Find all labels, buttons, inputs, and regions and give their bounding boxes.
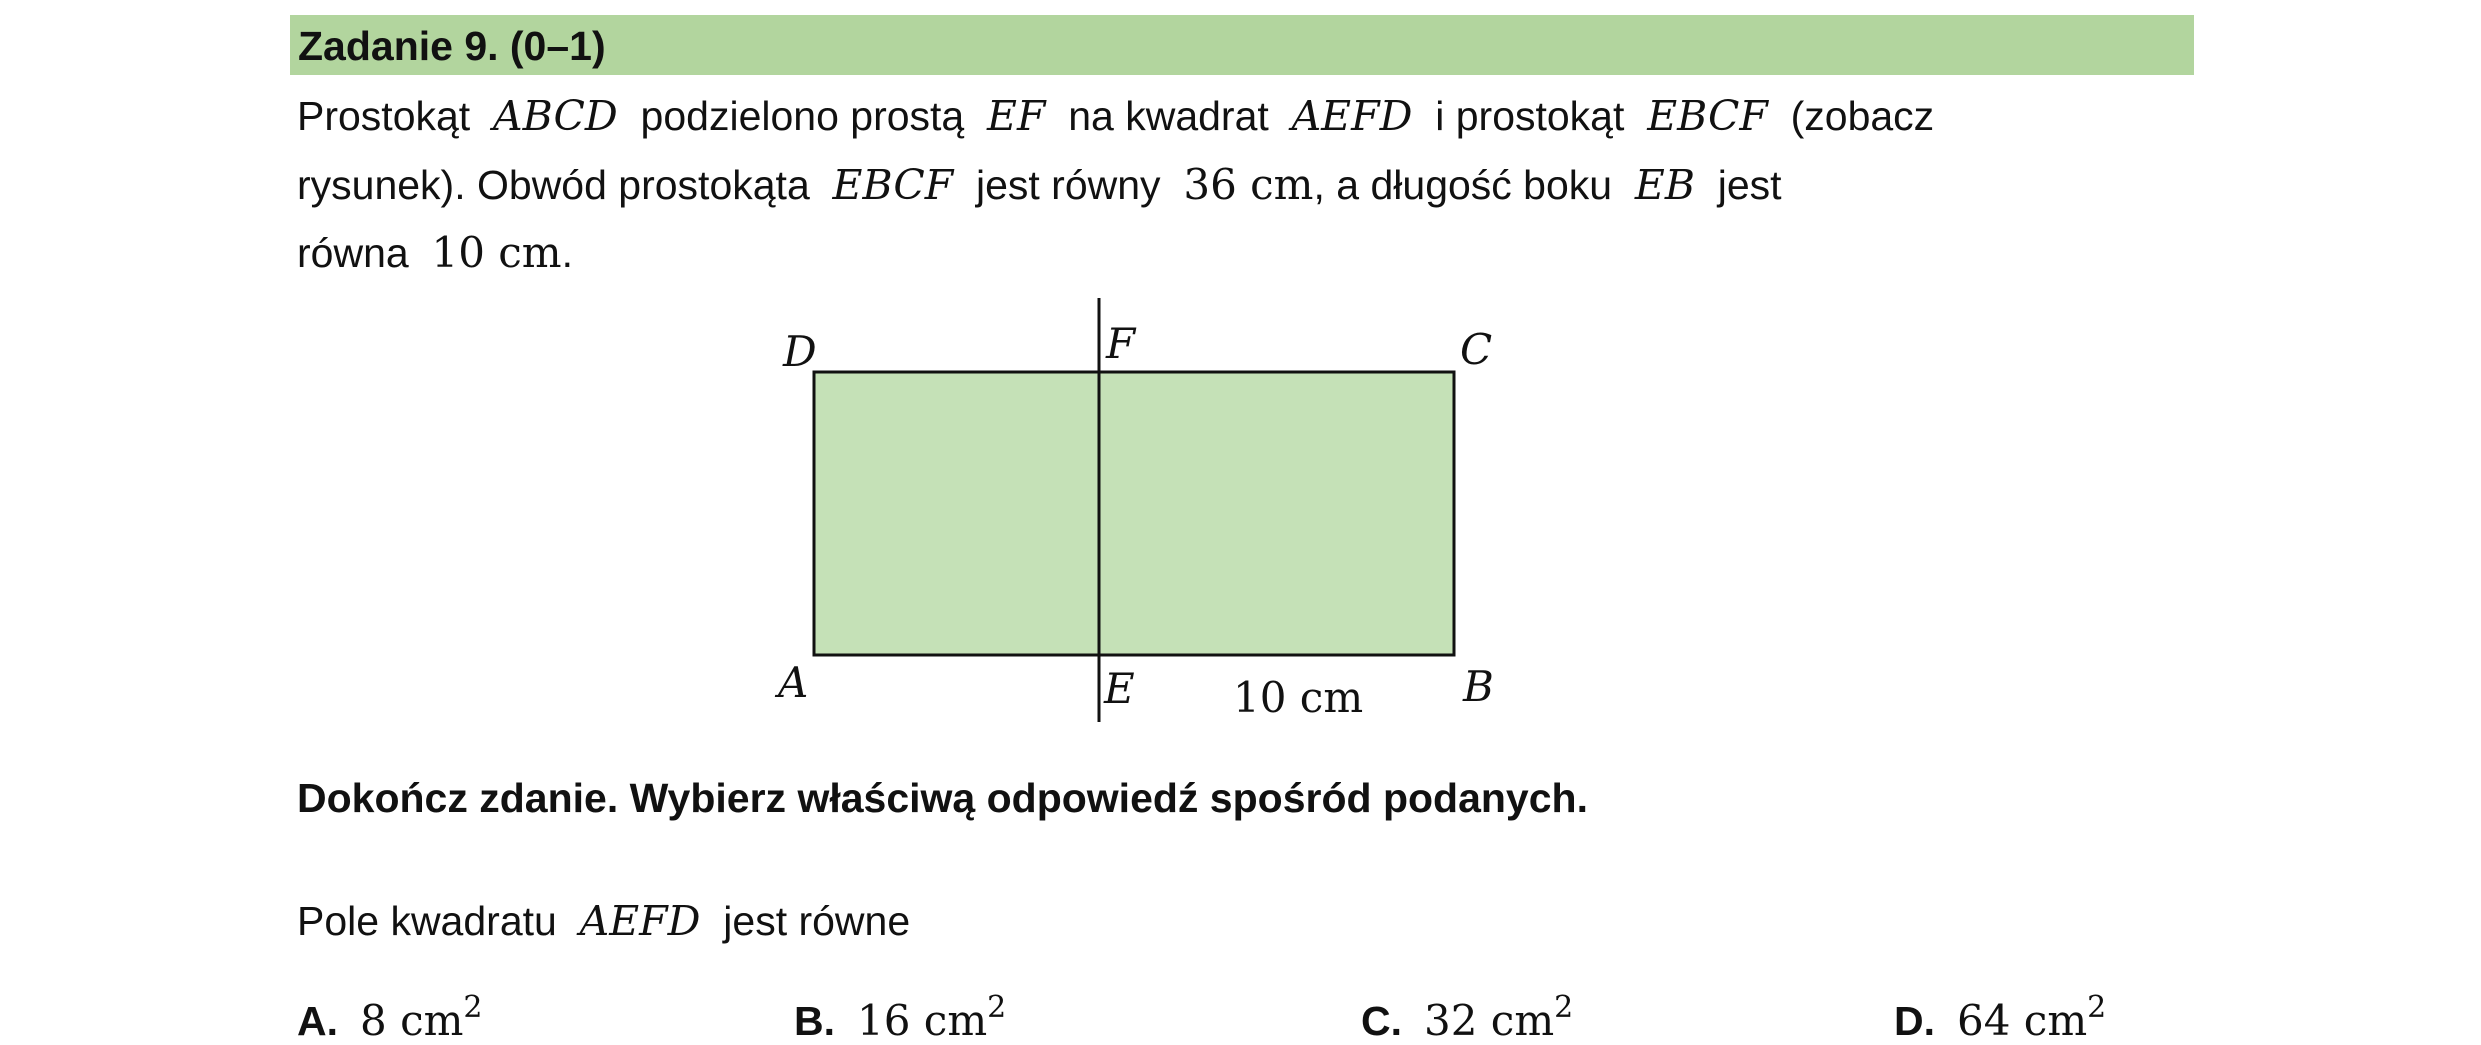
option-exponent: 2	[987, 990, 1007, 1025]
statement-text: równa	[297, 230, 409, 276]
option-value: 16 cm	[857, 996, 988, 1045]
question-text: Pole kwadratu	[297, 898, 557, 944]
math-rectangle-ebcf: EBCF	[832, 161, 954, 209]
option-letter: B.	[794, 998, 835, 1044]
math-rectangle-abcd: ABCD	[493, 92, 618, 140]
vertex-label-c: C	[1460, 325, 1493, 374]
statement-text: , a długość boku	[1313, 162, 1613, 208]
math-rectangle-ebcf: EBCF	[1647, 92, 1768, 140]
vertex-label-e: E	[1104, 664, 1135, 713]
side-eb-length-label: 10 cm	[1233, 673, 1364, 722]
statement-text: rysunek). Obwód prostokąta	[297, 162, 810, 208]
math-line-ef: EF	[987, 92, 1046, 140]
statement-text: jest równy	[975, 162, 1161, 208]
task-title: Zadanie 9. (0–1)	[298, 23, 606, 69]
perimeter-value: 36 cm	[1183, 160, 1314, 209]
math-square-aefd: AEFD	[1291, 92, 1413, 140]
vertex-label-d: D	[783, 327, 817, 376]
math-square-aefd: AEFD	[579, 897, 701, 945]
option-letter: C.	[1361, 998, 1402, 1044]
question-text: jest równe	[723, 898, 911, 944]
statement-text: jest	[1717, 162, 1782, 208]
statement-text: podzielono prostą	[640, 93, 965, 139]
vertex-label-f: F	[1106, 319, 1136, 368]
statement-text: na kwadrat	[1068, 93, 1269, 139]
rectangle-abcd-shape	[814, 372, 1454, 655]
vertex-label-b: B	[1463, 662, 1494, 711]
answer-option-c[interactable]	[1361, 990, 1574, 1045]
statement-text: i prostokąt	[1435, 93, 1625, 139]
option-value: 8 cm	[360, 996, 464, 1045]
question-stem	[297, 897, 910, 945]
option-value: 32 cm	[1424, 996, 1555, 1045]
answer-option-a[interactable]	[297, 990, 483, 1045]
option-letter: D.	[1894, 998, 1935, 1044]
option-exponent: 2	[463, 990, 483, 1025]
statement-text: Prostokąt	[297, 93, 471, 139]
answer-option-d[interactable]	[1894, 990, 2107, 1045]
statement-text: (zobacz	[1790, 93, 1935, 139]
statement-text: .	[561, 230, 574, 276]
vertex-label-a: A	[778, 658, 809, 707]
option-exponent: 2	[1554, 990, 1574, 1025]
math-segment-eb: EB	[1634, 161, 1695, 209]
option-value: 64 cm	[1957, 996, 2088, 1045]
instruction-text: Dokończ zdanie. Wybierz właściwą odpowiedź spośród podanych.	[297, 775, 1588, 821]
option-exponent: 2	[2087, 990, 2107, 1025]
answer-option-b[interactable]	[794, 990, 1007, 1045]
eb-length-value: 10 cm	[431, 228, 562, 277]
option-letter: A.	[297, 998, 338, 1044]
